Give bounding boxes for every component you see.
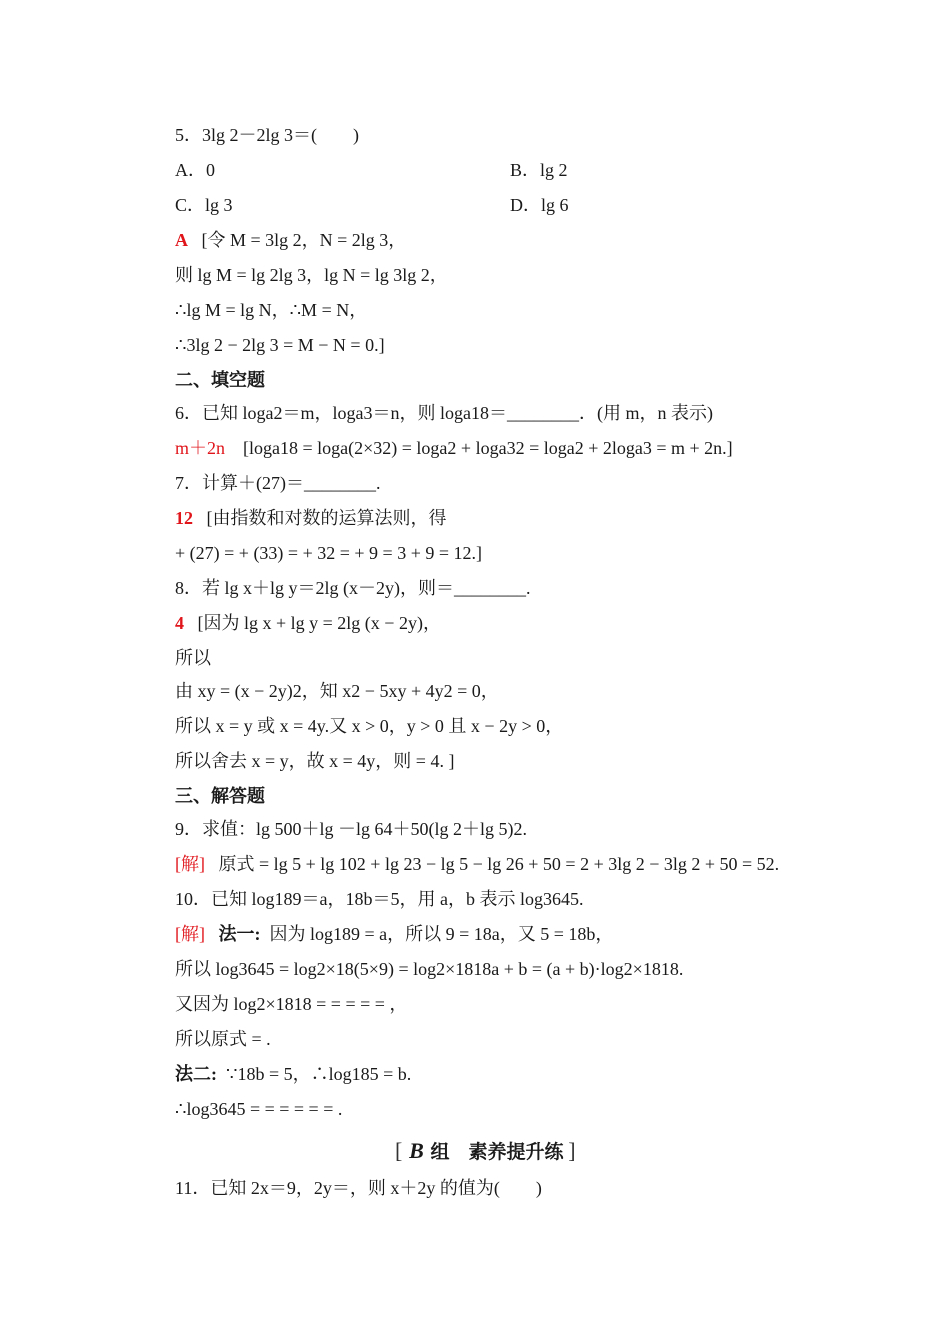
- section-b-badge: B: [409, 1138, 424, 1163]
- q8-solution-line-5: 所以舍去 x = y，故 x = 4y，则 = 4. ]: [175, 751, 455, 771]
- section-heading-fill-in: 二、填空题: [175, 370, 265, 390]
- q6-solution-text: [loga18 = loga(2×32) = loga2 + loga32 = loga2 + 2loga3 = m + 2n.]: [243, 438, 733, 458]
- q7-solution-line-2: + (27) = + (33) = + 32 = + 9 = 3 + 9 = 12.]: [175, 543, 482, 563]
- q9-solution-line: [175, 853, 779, 875]
- q8-answer: 4: [175, 613, 184, 633]
- q7-stem: 7．计算＋(27)＝________.: [175, 473, 381, 493]
- q7-solution-text-1: [由指数和对数的运算法则，得: [206, 508, 447, 528]
- q8-solution-line-1: [175, 612, 441, 634]
- q8-solution-text-1: [因为 lg x + lg y = 2lg (x − 2y)，: [197, 613, 441, 633]
- q11-stem: 11．已知 2x＝9，2y＝，则 x＋2y 的值为( ): [175, 1178, 542, 1198]
- section-b-bracket-open: [: [395, 1138, 403, 1163]
- q10-method2-line-1: [175, 1063, 411, 1085]
- q10-stem: 10．已知 log189＝a，18b＝5，用 a，b 表示 log3645.: [175, 889, 584, 909]
- q5-solution-line-1: [175, 229, 406, 251]
- q10-method1-label: 法一:: [218, 924, 261, 944]
- q9-solution-tag: [解]: [175, 854, 205, 874]
- section-b-bracket-close: ]: [568, 1138, 576, 1163]
- q10-method1-line-4: 所以原式 = .: [175, 1029, 271, 1049]
- q10-method2-label: 法二:: [175, 1064, 217, 1084]
- q5-solution-text-1: [令 M = 3lg 2，N = 2lg 3，: [201, 230, 407, 250]
- q5-answer: A: [175, 230, 188, 250]
- q10-method1-line-3: 又因为 log2×1818 = = = = = ，: [175, 994, 408, 1014]
- q5-solution-line-4: ∴3lg 2 − 2lg 3 = M − N = 0.]: [175, 335, 385, 355]
- q5-solution-line-2: 则 lg M = lg 2lg 3，lg N = lg 3lg 2，: [175, 265, 448, 285]
- q8-solution-line-3: 由 xy = (x − 2y)2，知 x2 − 5xy + 4y2 = 0，: [175, 681, 499, 701]
- q9-stem: 9．求值：lg 500＋lg －lg 64＋50(lg 2＋lg 5)2.: [175, 819, 527, 839]
- q10-method1-line-1: [175, 923, 613, 945]
- q7-answer: 12: [175, 508, 193, 528]
- section-b-header: [395, 1139, 576, 1165]
- q7-solution-line-1: [175, 507, 447, 529]
- q5-solution-line-3: ∴lg M = lg N，∴M = N，: [175, 300, 368, 320]
- q5-option-d: D．lg 6: [510, 195, 569, 215]
- q6-stem: 6．已知 loga2＝m，loga3＝n，则 loga18＝________．(用 m，n 表示): [175, 403, 713, 423]
- q8-solution-line-2: 所以: [175, 648, 211, 668]
- q10-method2-line-2: ∴log3645 = = = = = = .: [175, 1099, 343, 1119]
- section-b-title: 组 素养提升练: [430, 1142, 564, 1163]
- q5-option-a: A．0: [175, 160, 215, 180]
- q10-method1-line-2: 所以 log3645 = log2×18(5×9) = log2×1818a + b = (a + b)·log2×1818.: [175, 959, 684, 979]
- q10-solution-tag: [解]: [175, 924, 205, 944]
- section-heading-answers: 三、解答题: [175, 786, 265, 806]
- q6-solution-line: [175, 437, 733, 459]
- q5-option-b: B．lg 2: [510, 160, 568, 180]
- q6-answer: m＋2n: [175, 438, 226, 458]
- q8-stem: 8．若 lg x＋lg y＝2lg (x－2y)，则＝________.: [175, 578, 531, 598]
- q5-option-c: C．lg 3: [175, 195, 233, 215]
- q8-solution-line-4: 所以 x = y 或 x = 4y.又 x > 0，y > 0 且 x − 2y > 0，: [175, 716, 564, 736]
- q10-method1-text-1: 因为 log189 = a，所以 9 = 18a，又 5 = 18b，: [269, 924, 614, 944]
- q9-solution-text: 原式 = lg 5 + lg 102 + lg 23 − lg 5 − lg 26 + 50 = 2 + 3lg 2 − 3lg 2 + 50 = 52.: [218, 854, 780, 874]
- q5-stem: 5．3lg 2－2lg 3＝( ): [175, 125, 359, 145]
- q10-method2-text-1: ∵18b = 5，∴log185 = b.: [226, 1064, 412, 1084]
